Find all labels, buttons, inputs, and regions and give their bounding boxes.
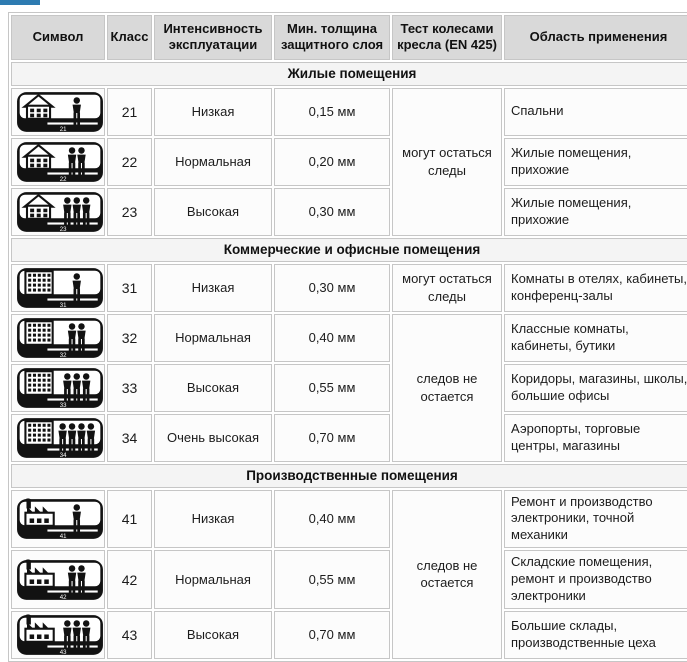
symbol-cell: [11, 364, 105, 412]
class-symbol-icon: [16, 191, 104, 233]
symbol-cell: [11, 188, 105, 236]
intensity-cell: Низкая: [154, 88, 272, 136]
class-symbol-icon: [16, 267, 104, 309]
application-cell: Жилые помещения, прихожие: [504, 188, 687, 236]
thickness-cell: 0,70 мм: [274, 611, 390, 659]
symbol-cell: [11, 414, 105, 462]
application-cell: Большие склады, производственные цеха: [504, 611, 687, 659]
section-header-row: [11, 464, 687, 488]
svg-text:23: 23: [59, 226, 67, 233]
symbol-cell: [11, 88, 105, 136]
thickness-cell: 0,15 мм: [274, 88, 390, 136]
application-cell: Складские помещения, ремонт и производство электроники: [504, 550, 687, 609]
class-cell: 42: [107, 550, 152, 609]
intensity-cell: Нормальная: [154, 314, 272, 362]
svg-text:31: 31: [59, 302, 67, 309]
class-cell: 31: [107, 264, 152, 312]
chair-test-cell: могут остаться следы: [392, 88, 502, 236]
class-symbol-icon: [16, 367, 104, 409]
symbol-cell: [11, 138, 105, 186]
application-cell: Ремонт и производство электроники, точной механики: [504, 490, 687, 549]
thickness-cell: 0,55 мм: [274, 550, 390, 609]
table-row: [11, 264, 687, 312]
svg-text:34: 34: [59, 452, 67, 459]
svg-text:33: 33: [59, 402, 67, 409]
section-title: Коммерческие и офисные помещения: [11, 238, 687, 262]
chair-test-cell: следов не остается: [392, 314, 502, 462]
class-symbol-icon: [16, 417, 104, 459]
intensity-cell: Очень высокая: [154, 414, 272, 462]
class-cell: 22: [107, 138, 152, 186]
intensity-cell: Нормальная: [154, 550, 272, 609]
application-cell: Жилые помещения, прихожие: [504, 138, 687, 186]
class-cell: 23: [107, 188, 152, 236]
class-symbol-icon: [16, 559, 104, 601]
svg-text:21: 21: [59, 126, 67, 133]
application-cell: Аэропорты, торговые центры, магазины: [504, 414, 687, 462]
svg-text:41: 41: [59, 533, 67, 540]
class-symbol-icon: [16, 498, 104, 540]
col-header-class: Класс: [107, 15, 152, 60]
symbol-cell: [11, 490, 105, 549]
table-row: [11, 188, 687, 236]
intensity-cell: Низкая: [154, 264, 272, 312]
header-row: [11, 15, 687, 60]
floor-classes-table: [8, 12, 687, 662]
class-cell: 33: [107, 364, 152, 412]
class-cell: 32: [107, 314, 152, 362]
col-header-chair-test: Тест колесами кресла (EN 425): [392, 15, 502, 60]
class-symbol-icon: [16, 91, 104, 133]
symbol-cell: [11, 314, 105, 362]
symbol-cell: [11, 611, 105, 659]
symbol-cell: [11, 550, 105, 609]
col-header-application: Область применения: [504, 15, 687, 60]
table-row: [11, 364, 687, 412]
intensity-cell: Нормальная: [154, 138, 272, 186]
section-header-row: [11, 238, 687, 262]
thickness-cell: 0,40 мм: [274, 314, 390, 362]
table-row: [11, 414, 687, 462]
symbol-cell: [11, 264, 105, 312]
svg-text:42: 42: [59, 594, 67, 601]
table-row: [11, 550, 687, 609]
col-header-symbol: Символ: [11, 15, 105, 60]
class-symbol-icon: [16, 614, 104, 656]
table-header: [11, 15, 687, 60]
class-cell: 43: [107, 611, 152, 659]
table-row: [11, 490, 687, 549]
table-body: [11, 62, 687, 659]
svg-text:22: 22: [59, 176, 67, 183]
thickness-cell: 0,30 мм: [274, 188, 390, 236]
top-left-accent-bar: [0, 0, 40, 5]
table-row: [11, 314, 687, 362]
intensity-cell: Высокая: [154, 364, 272, 412]
application-cell: Спальни: [504, 88, 687, 136]
thickness-cell: 0,55 мм: [274, 364, 390, 412]
class-symbol-icon: [16, 317, 104, 359]
thickness-cell: 0,30 мм: [274, 264, 390, 312]
intensity-cell: Низкая: [154, 490, 272, 549]
section-title: Жилые помещения: [11, 62, 687, 86]
application-cell: Коридоры, магазины, школы, большие офисы: [504, 364, 687, 412]
class-cell: 34: [107, 414, 152, 462]
table-row: [11, 611, 687, 659]
svg-text:43: 43: [59, 649, 67, 656]
col-header-intensity: Интенсивность эксплуатации: [154, 15, 272, 60]
application-cell: Комнаты в отелях, кабинеты, конференц-залы: [504, 264, 687, 312]
application-cell: Классные комнаты, кабинеты, бутики: [504, 314, 687, 362]
table-row: [11, 88, 687, 136]
thickness-cell: 0,40 мм: [274, 490, 390, 549]
class-cell: 21: [107, 88, 152, 136]
col-header-thickness: Мин. толщина защитного слоя: [274, 15, 390, 60]
section-title: Производственные помещения: [11, 464, 687, 488]
class-cell: 41: [107, 490, 152, 549]
thickness-cell: 0,70 мм: [274, 414, 390, 462]
table-row: [11, 138, 687, 186]
thickness-cell: 0,20 мм: [274, 138, 390, 186]
chair-test-cell: могут остаться следы: [392, 264, 502, 312]
svg-text:32: 32: [59, 352, 67, 359]
class-symbol-icon: [16, 141, 104, 183]
chair-test-cell: следов не остается: [392, 490, 502, 659]
intensity-cell: Высокая: [154, 611, 272, 659]
intensity-cell: Высокая: [154, 188, 272, 236]
section-header-row: [11, 62, 687, 86]
